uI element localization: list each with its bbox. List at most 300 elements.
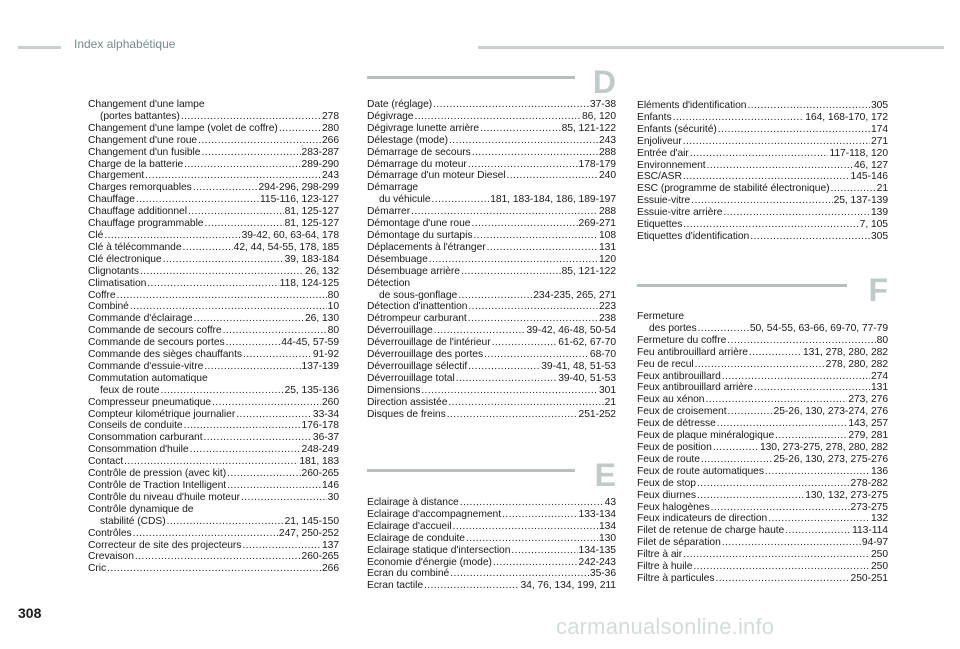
index-entry xyxy=(88,492,339,504)
entry-pages: 137-139 xyxy=(301,360,339,372)
dot-leader xyxy=(718,124,870,136)
entry-pages: 61-62, 67-70 xyxy=(558,337,616,349)
entry-pages: 278, 280, 282 xyxy=(825,358,888,370)
index-entry xyxy=(637,454,888,466)
index-entry xyxy=(637,160,888,172)
dot-leader xyxy=(691,195,832,207)
entry-label: Dégivrage xyxy=(367,110,414,122)
dot-leader xyxy=(460,497,604,509)
entry-pages: 301 xyxy=(598,384,616,396)
entry-pages: 131, 278, 280, 282 xyxy=(803,346,888,358)
section-d-letter: D xyxy=(592,64,616,100)
index-entry xyxy=(88,135,339,147)
dot-leader xyxy=(831,183,876,195)
entry-label: Climatisation xyxy=(88,277,147,289)
entry-label: Clé à télécommande xyxy=(88,241,182,253)
entry-pages: 273-275 xyxy=(850,501,888,513)
index-entry xyxy=(367,206,616,218)
entry-label: Délestage (mode) xyxy=(367,134,449,146)
dot-leader xyxy=(242,540,321,552)
entry-pages: 279, 281 xyxy=(848,430,888,442)
entry-label: Compteur kilométrique journalier xyxy=(88,408,236,420)
dot-leader xyxy=(104,230,240,242)
dot-leader xyxy=(690,148,829,160)
index-entry xyxy=(637,513,888,525)
dot-leader xyxy=(727,335,875,347)
index-column-f xyxy=(637,311,888,585)
index-entry xyxy=(88,540,339,552)
index-entry xyxy=(367,568,616,580)
index-entry xyxy=(367,580,616,592)
entry-label: Cric xyxy=(88,563,107,575)
entry-pages: 266 xyxy=(321,134,339,146)
dot-leader xyxy=(130,301,327,313)
index-entry xyxy=(637,195,888,207)
dot-leader xyxy=(421,385,598,397)
index-entry xyxy=(637,430,888,442)
entry-pages: 39-40, 51-53 xyxy=(558,372,616,384)
entry-pages: 46, 127 xyxy=(853,159,888,171)
index-entry xyxy=(88,456,339,468)
entry-label: Feux antibrouillard arrière xyxy=(637,382,753,394)
entry-label: Chargement xyxy=(88,170,145,182)
index-entry xyxy=(88,254,339,266)
entry-pages: 36-37 xyxy=(312,432,339,444)
dot-leader xyxy=(461,266,561,278)
entry-pages: 260-265 xyxy=(301,468,339,480)
index-entry xyxy=(88,230,339,242)
dot-leader xyxy=(243,349,312,361)
entry-pages: 240 xyxy=(598,170,616,182)
index-entry xyxy=(367,147,616,159)
entry-label: Feux indicateurs de direction xyxy=(637,513,768,525)
entry-label: Démarrage d'un moteur Diesel xyxy=(367,170,506,182)
entry-pages: 181, 183 xyxy=(299,456,339,468)
entry-label: Filet de séparation xyxy=(637,537,721,549)
entry-label: Chauffage xyxy=(88,194,135,206)
entry-pages: 174 xyxy=(870,123,888,135)
index-entry xyxy=(637,502,888,514)
index-entry xyxy=(637,394,888,406)
entry-pages: 234-235, 265, 271 xyxy=(533,289,616,301)
entry-pages: 50, 54-55, 63-66, 69-70, 77-79 xyxy=(749,322,888,334)
entry-label: Commande d'éclairage xyxy=(88,313,193,325)
header-rule-left xyxy=(18,46,61,49)
entry-label: Démarrage xyxy=(367,182,419,194)
entry-pages: 80 xyxy=(327,289,339,301)
section-f-letter: F xyxy=(868,272,888,308)
index-entry xyxy=(88,147,339,159)
dot-leader xyxy=(190,444,301,456)
header-rule-right xyxy=(478,46,944,49)
dot-leader xyxy=(484,349,589,361)
entry-label: du véhicule xyxy=(379,194,431,206)
index-entry xyxy=(367,159,616,171)
dot-leader xyxy=(473,230,598,242)
entry-label: Charges remorquables xyxy=(88,182,192,194)
index-entry xyxy=(367,266,616,278)
dot-leader xyxy=(749,347,802,359)
index-entry xyxy=(367,99,616,111)
entry-label: Filtre à huile xyxy=(637,561,693,573)
dot-leader xyxy=(167,516,284,528)
dot-leader xyxy=(136,194,259,206)
entry-pages: 136 xyxy=(870,465,888,477)
entry-label: Feux halogènes xyxy=(637,501,710,513)
entry-pages: 120 xyxy=(598,253,616,265)
entry-pages: 251-252 xyxy=(578,408,616,420)
dot-leader xyxy=(707,160,853,172)
dot-leader xyxy=(713,442,759,454)
entry-label: Détection d'inattention xyxy=(367,301,468,313)
dot-leader xyxy=(429,254,598,266)
entry-pages: 274 xyxy=(870,370,888,382)
index-entry xyxy=(637,359,888,371)
index-entry xyxy=(88,397,339,409)
entry-label: Commande d'essuie-vitre xyxy=(88,360,204,372)
dot-leader xyxy=(184,159,300,171)
index-entry xyxy=(367,349,616,361)
dot-leader xyxy=(697,490,804,502)
dot-leader xyxy=(449,135,598,147)
entry-pages: 42, 44, 54-55, 178, 185 xyxy=(233,241,339,253)
index-entry xyxy=(367,373,616,385)
entry-pages: 134-135 xyxy=(578,544,616,556)
entry-label: Entrée d'air xyxy=(637,147,689,159)
dot-leader xyxy=(227,468,300,480)
entry-label: Commande de secours coffre xyxy=(88,325,222,337)
entry-pages: 130, 132, 273-275 xyxy=(805,489,888,501)
entry-label: des portes xyxy=(649,322,697,334)
entry-label: Démontage du surtapis xyxy=(367,229,473,241)
index-entry xyxy=(88,373,339,385)
entry-label: Charge de la batterie xyxy=(88,158,184,170)
index-column-c xyxy=(88,99,339,575)
entry-label: Dégivrage lunette arrière xyxy=(367,122,480,134)
entry-pages: 137 xyxy=(321,539,339,551)
index-entry xyxy=(637,549,888,561)
index-entry xyxy=(88,123,339,135)
entry-pages: 7, 105 xyxy=(859,219,888,231)
entry-label: Eclairage statique d'intersection xyxy=(367,544,511,556)
index-entry xyxy=(637,382,888,394)
dot-leader xyxy=(715,573,849,585)
dot-leader xyxy=(472,147,598,159)
dot-leader xyxy=(697,478,850,490)
entry-pages: 26, 132 xyxy=(304,265,339,277)
index-entry xyxy=(88,170,339,182)
entry-pages: 21 xyxy=(604,396,616,408)
index-entry xyxy=(88,385,339,397)
dot-leader xyxy=(722,371,870,383)
entry-pages: 44-45, 57-59 xyxy=(281,337,339,349)
entry-label: Fermeture xyxy=(637,311,685,322)
entry-label: Etiquettes d'identification xyxy=(637,230,750,242)
dot-leader xyxy=(279,123,321,135)
index-entry xyxy=(637,490,888,502)
entry-pages: 238 xyxy=(598,313,616,325)
dot-leader xyxy=(683,171,850,183)
dot-leader xyxy=(723,207,870,219)
dot-leader xyxy=(415,111,581,123)
entry-label: Changement d'une lampe (volet de coffre) xyxy=(88,122,278,134)
index-column-e xyxy=(367,497,616,592)
entry-label: Déverrouillage de l'intérieur xyxy=(367,337,491,349)
dot-leader xyxy=(466,533,598,545)
entry-pages: 243 xyxy=(598,134,616,146)
entry-label: Consommation d'huile xyxy=(88,444,189,456)
index-entry xyxy=(88,432,339,444)
entry-label: Démarrer xyxy=(367,206,411,218)
dot-leader xyxy=(775,430,847,442)
dot-leader xyxy=(717,418,848,430)
dot-leader xyxy=(160,385,283,397)
dot-leader xyxy=(424,580,519,592)
index-entry xyxy=(88,290,339,302)
dot-leader xyxy=(698,323,749,335)
dot-leader xyxy=(722,537,861,549)
index-column-d xyxy=(367,99,616,420)
entry-pages: 37-38 xyxy=(589,99,616,110)
dot-leader xyxy=(750,231,870,243)
index-entry xyxy=(88,325,339,337)
dot-leader xyxy=(223,325,327,337)
dot-leader xyxy=(468,313,598,325)
dot-leader xyxy=(194,313,304,325)
entry-label: Enfants (sécurité) xyxy=(637,123,717,135)
index-entry xyxy=(367,313,616,325)
entry-label: (portes battantes) xyxy=(100,110,180,122)
index-entry xyxy=(88,468,339,480)
index-entry xyxy=(367,497,616,509)
entry-pages: 117-118, 120 xyxy=(829,147,888,159)
index-entry xyxy=(637,124,888,136)
dot-leader xyxy=(765,466,870,478)
index-entry xyxy=(367,242,616,254)
entry-label: Etiquettes xyxy=(637,219,683,231)
entry-pages: 278-282 xyxy=(850,477,888,489)
index-entry xyxy=(367,278,616,290)
entry-pages: 269-271 xyxy=(578,218,616,230)
index-entry xyxy=(88,551,339,563)
entry-label: Démarrage de secours xyxy=(367,146,471,158)
index-entry xyxy=(88,409,339,421)
entry-label: Feux de route automatiques xyxy=(637,465,764,477)
dot-leader xyxy=(107,563,321,575)
index-entry xyxy=(88,218,339,230)
entry-pages: 94-97 xyxy=(861,537,888,549)
index-entry xyxy=(88,480,339,492)
dot-leader xyxy=(204,361,300,373)
entry-label: Feux diurnes xyxy=(637,489,696,501)
entry-label: Economie d'énergie (mode) xyxy=(367,556,492,568)
index-entry xyxy=(88,349,339,361)
dot-leader xyxy=(507,170,598,182)
entry-pages: 86, 120 xyxy=(581,110,616,122)
entry-pages: 223 xyxy=(598,301,616,313)
entry-pages: 80 xyxy=(876,334,888,346)
dot-leader xyxy=(450,568,589,580)
entry-label: ESC/ASR xyxy=(637,171,682,183)
entry-pages: 260 xyxy=(321,396,339,408)
entry-label: Dimensions xyxy=(367,384,421,396)
dot-leader xyxy=(468,159,578,171)
dot-leader xyxy=(236,409,312,421)
dot-leader xyxy=(705,394,847,406)
dot-leader xyxy=(411,206,598,218)
index-entry xyxy=(367,254,616,266)
index-entry xyxy=(637,371,888,383)
dot-leader xyxy=(226,337,281,349)
entry-label: Désembuage arrière xyxy=(367,265,460,277)
index-entry xyxy=(367,230,616,242)
dot-leader xyxy=(468,301,598,313)
entry-pages: 108 xyxy=(598,229,616,241)
entry-pages: 91-92 xyxy=(312,349,339,361)
entry-pages: 81, 125-127 xyxy=(284,206,339,218)
entry-label: Commutation automatique xyxy=(88,372,208,384)
index-entry xyxy=(367,337,616,349)
entry-pages: 39-42, 46-48, 50-54 xyxy=(526,325,616,337)
dot-leader xyxy=(747,100,870,112)
index-entry xyxy=(88,528,339,540)
dot-leader xyxy=(184,420,301,432)
entry-label: Fermeture du coffre xyxy=(637,334,727,346)
entry-pages: 130 xyxy=(598,532,616,544)
entry-pages: 80 xyxy=(327,325,339,337)
entry-label: Déverrouillage des portes xyxy=(367,349,484,361)
index-entry xyxy=(637,207,888,219)
index-entry xyxy=(637,219,888,231)
dot-leader xyxy=(433,99,589,111)
entry-pages: 248-249 xyxy=(301,444,339,456)
entry-label: Feux de stop xyxy=(637,477,696,489)
entry-pages: 250 xyxy=(870,561,888,573)
entry-pages: 131 xyxy=(870,382,888,394)
entry-pages: 25, 135-136 xyxy=(284,384,339,396)
entry-pages: 132 xyxy=(870,513,888,525)
entry-pages: 130, 273-275, 278, 280, 282 xyxy=(759,441,888,453)
dot-leader xyxy=(695,359,825,371)
entry-label: Ecran du combiné xyxy=(367,568,450,580)
dot-leader xyxy=(701,454,773,466)
dot-leader xyxy=(124,456,298,468)
entry-pages: 85, 121-122 xyxy=(561,265,616,277)
entry-label: Feu antibrouillard arrière xyxy=(637,346,748,358)
dot-leader xyxy=(693,561,870,573)
index-entry xyxy=(367,182,616,194)
index-entry xyxy=(367,557,616,569)
entry-pages: 294-296, 298-299 xyxy=(258,182,339,194)
dot-leader xyxy=(447,409,578,421)
dot-leader xyxy=(241,492,327,504)
section-e-rule xyxy=(367,469,575,472)
entry-pages: 134 xyxy=(598,520,616,532)
index-entry xyxy=(367,218,616,230)
entry-pages: 25-26, 130, 273-274, 276 xyxy=(773,406,888,418)
index-entry xyxy=(637,537,888,549)
entry-pages: 145-146 xyxy=(850,171,888,183)
entry-pages: 250 xyxy=(870,549,888,561)
index-entry xyxy=(637,335,888,347)
index-entry xyxy=(637,573,888,585)
dot-leader xyxy=(711,502,850,514)
entry-label: Compresseur pneumatique xyxy=(88,396,212,408)
entry-label: Feux antibrouillard xyxy=(637,370,721,382)
dot-leader xyxy=(683,136,870,148)
dot-leader xyxy=(204,218,283,230)
dot-leader xyxy=(480,123,561,135)
index-entry xyxy=(637,466,888,478)
index-entry xyxy=(637,231,888,243)
entry-label: Commande de secours portes xyxy=(88,337,225,349)
entry-label: feux de route xyxy=(100,384,160,396)
index-entry xyxy=(88,242,339,254)
dot-leader xyxy=(456,373,557,385)
dot-leader xyxy=(453,521,598,533)
entry-label: Combiné xyxy=(88,301,129,313)
entry-pages: 143, 257 xyxy=(848,418,888,430)
dot-leader xyxy=(135,551,301,563)
entry-label: Feux de croisement xyxy=(637,406,727,418)
index-entry xyxy=(637,525,888,537)
entry-pages: 288 xyxy=(598,146,616,158)
entry-label: Changement d'une lampe xyxy=(88,99,205,110)
dot-leader xyxy=(434,325,526,337)
entry-label: ESC (programme de stabilité électronique) xyxy=(637,183,830,195)
entry-label: Clignotants xyxy=(88,265,139,277)
entry-pages: 30 xyxy=(327,491,339,503)
index-entry xyxy=(637,323,888,335)
entry-label: Déverrouillage xyxy=(367,325,433,337)
entry-label: Déverrouillage sélectif xyxy=(367,360,468,372)
index-entry xyxy=(88,111,339,123)
index-entry xyxy=(88,182,339,194)
entry-label: Date (réglage) xyxy=(367,99,433,110)
entry-pages: 81, 125-127 xyxy=(284,218,339,230)
index-entry xyxy=(637,183,888,195)
entry-pages: 26, 130 xyxy=(304,313,339,325)
entry-label: Contrôle de pression (avec kit) xyxy=(88,468,227,480)
index-entry xyxy=(88,313,339,325)
entry-pages: 39-42, 60, 63-64, 178 xyxy=(241,229,339,241)
entry-label: Conseils de conduite xyxy=(88,420,183,432)
dot-leader xyxy=(768,513,870,525)
index-entry xyxy=(367,545,616,557)
entry-pages: 164, 168-170, 172 xyxy=(805,111,888,123)
section-f-rule xyxy=(637,284,847,287)
entry-pages: 289-290 xyxy=(301,158,339,170)
entry-label: Eclairage à distance xyxy=(367,497,459,508)
entry-pages: 25, 137-139 xyxy=(833,195,888,207)
entry-label: Feux au xénon xyxy=(637,394,705,406)
dot-leader xyxy=(487,242,598,254)
entry-label: Détection xyxy=(367,277,411,289)
entry-pages: 10 xyxy=(327,301,339,313)
entry-pages: 39, 183-184 xyxy=(284,253,339,265)
index-entry xyxy=(637,347,888,359)
index-entry xyxy=(88,194,339,206)
dot-leader xyxy=(458,290,532,302)
entry-label: Essuie-vitre arrière xyxy=(637,207,723,219)
entry-label: Détrompeur carburant xyxy=(367,313,467,325)
dot-leader xyxy=(227,480,321,492)
dot-leader xyxy=(204,432,312,444)
dot-leader xyxy=(212,397,321,409)
entry-label: Enjoliveur xyxy=(637,135,682,147)
dot-leader xyxy=(163,254,284,266)
entry-label: Feux de route xyxy=(637,453,700,465)
